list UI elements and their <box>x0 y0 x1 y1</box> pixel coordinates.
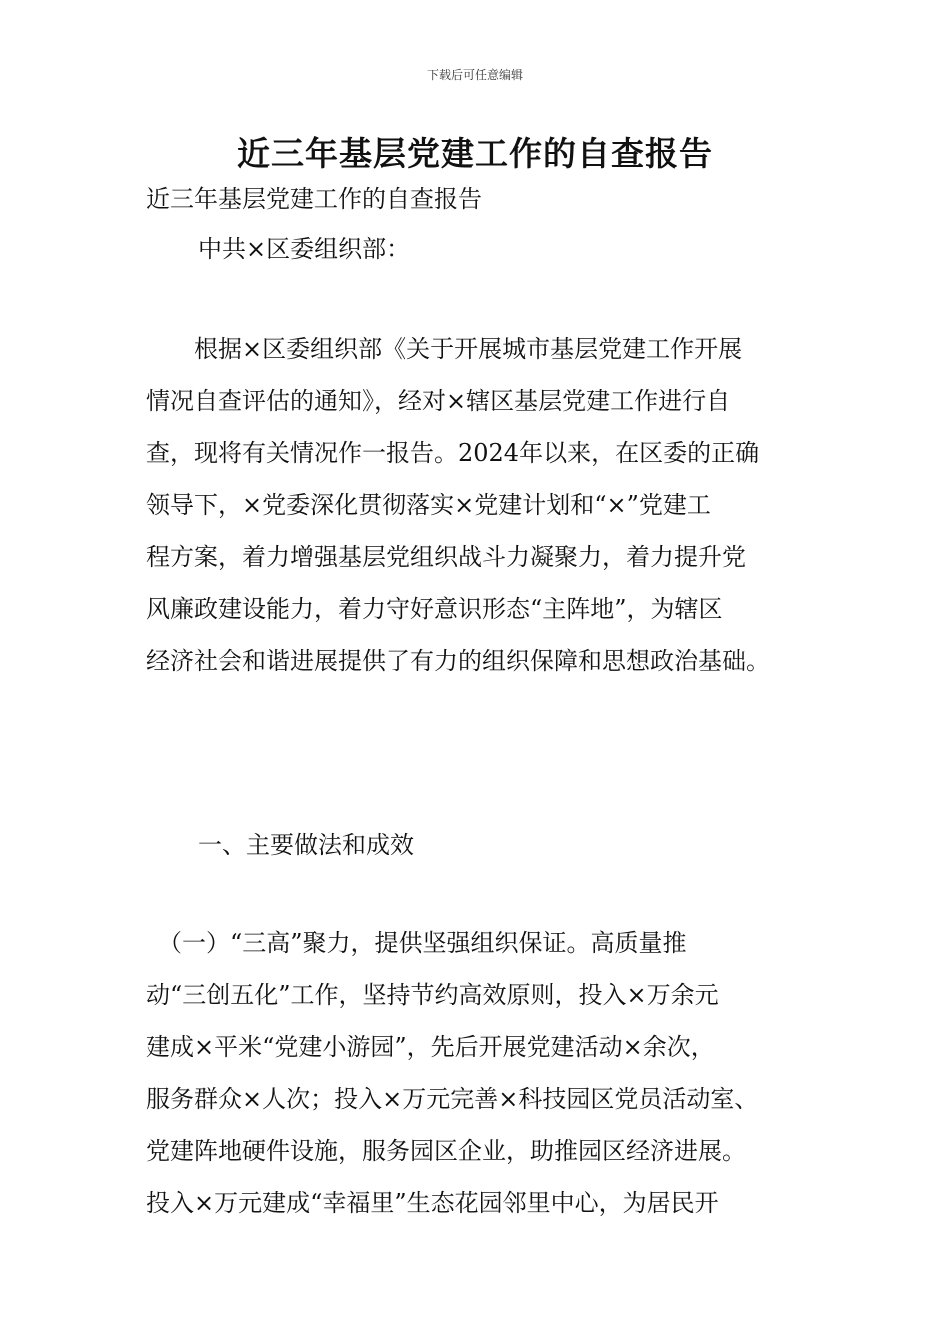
paragraph-line: 动“三创五化”工作，坚持节约高效原则，投入×万余元 <box>146 981 719 1009</box>
document-title: 近三年基层党建工作的自查报告 <box>237 134 713 173</box>
paragraph-section1 <box>146 928 846 1240</box>
paragraph-line: 查，现将有关情况作一报告。2024年以来，在区委的正确 <box>146 439 760 467</box>
paragraph-line: 风廉政建设能力，着力守好意识形态“主阵地”，为辖区 <box>146 595 723 623</box>
paragraph-line: 党建阵地硬件设施，服务园区企业，助推园区经济进展。 <box>146 1137 746 1165</box>
paragraph-line: 根据×区委组织部《关于开展城市基层党建工作开展 <box>146 335 743 363</box>
paragraph-intro <box>146 334 816 698</box>
paragraph-line: （一）“三高”聚力，提供坚强组织保证。高质量推 <box>146 929 687 957</box>
paragraph-line: 情况自查评估的通知》，经对×辖区基层党建工作进行自 <box>146 387 731 415</box>
recipient-line: 中共×区委组织部： <box>198 235 411 263</box>
section-heading-1: 一、主要做法和成效 <box>198 831 414 859</box>
paragraph-line: 投入×万元建成“幸福里”生态花园邻里中心，为居民开 <box>146 1189 719 1217</box>
header-note: 下载后可任意编辑 <box>426 68 523 82</box>
document-subtitle: 近三年基层党建工作的自查报告 <box>146 185 482 213</box>
paragraph-line: 经济社会和谐进展提供了有力的组织保障和思想政治基础。 <box>146 647 770 675</box>
paragraph-line: 程方案，着力增强基层党组织战斗力凝聚力，着力提升党 <box>146 543 746 571</box>
paragraph-line: 服务群众×人次；投入×万元完善×科技园区党员活动室、 <box>146 1085 759 1113</box>
paragraph-line: 建成×平米“党建小游园”，先后开展党建活动×余次， <box>146 1033 715 1061</box>
paragraph-line: 领导下，×党委深化贯彻落实×党建计划和“×”党建工 <box>146 491 711 519</box>
